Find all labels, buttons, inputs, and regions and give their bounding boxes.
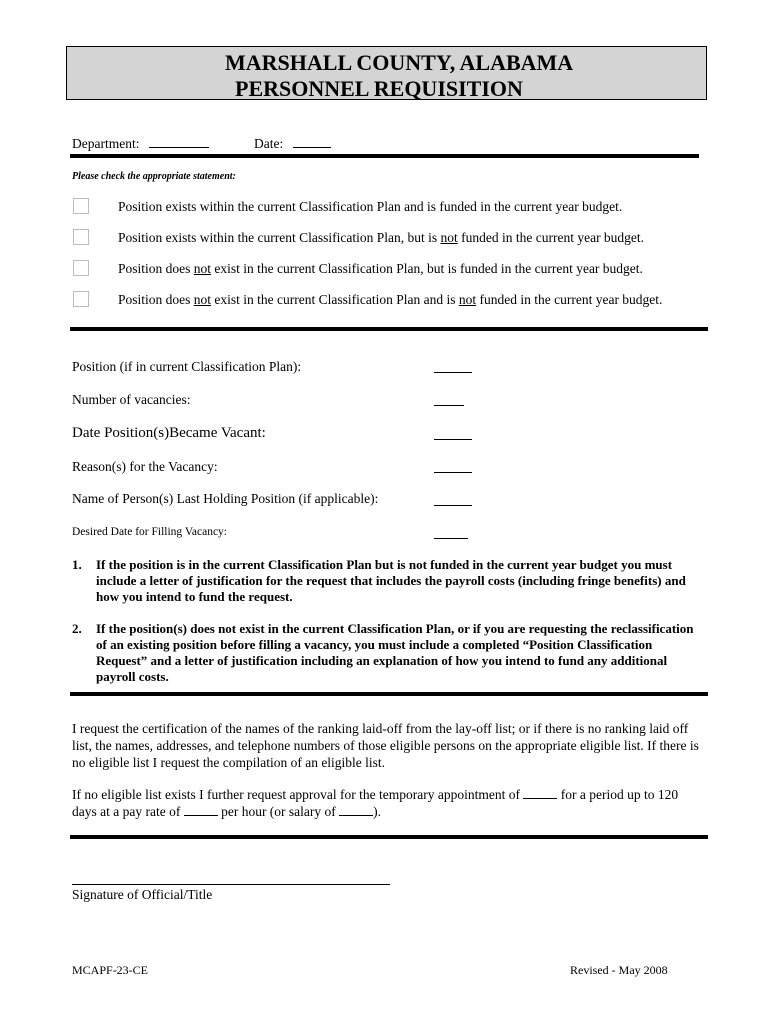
field-blank[interactable] (434, 361, 472, 373)
field-blank[interactable] (434, 494, 472, 506)
field-blank[interactable] (434, 527, 468, 539)
statement-text: Position exists within the current Classification Plan and is funded in the current year budget. (118, 199, 623, 214)
statement-text: Position exists within the current Classification Plan, but is not funded in the current year budget. (118, 230, 645, 245)
field-blank[interactable] (434, 394, 464, 406)
field-label: Number of vacancies: (72, 392, 191, 407)
temp-appointment-blank[interactable] (523, 787, 557, 799)
statement-checkbox[interactable] (73, 291, 89, 307)
pay-rate-blank[interactable] (184, 804, 218, 816)
note-item (72, 621, 702, 685)
form-id: MCAPF-23-CE (72, 963, 149, 977)
date-field (254, 136, 331, 152)
note-text: If the position is in the current Classification Plan but is not funded in the current year budget you must include a letter of justification for the request that includes the payroll costs (including fringe benefits) and how you intend to fund the request. (96, 557, 686, 604)
divider-rule (70, 154, 699, 158)
date-blank[interactable] (293, 136, 331, 148)
revision-date: Revised - May 2008 (570, 963, 668, 977)
divider-rule (70, 692, 708, 696)
field-label: Date Position(s)Became Vacant: (72, 425, 266, 441)
divider-rule (70, 835, 708, 839)
field-label: Name of Person(s) Last Holding Position (if applicable): (72, 491, 379, 506)
divider-rule (70, 327, 708, 331)
field-label: Desired Date for Filling Vacancy: (72, 526, 227, 538)
field-blank[interactable] (434, 428, 472, 440)
field-label: Position (if in current Classification Plan): (72, 359, 302, 374)
field-blank[interactable] (434, 461, 472, 473)
signature-line[interactable] (72, 884, 390, 885)
request-paragraph: I request the certification of the names of the ranking laid-off from the lay-off list; or if there is no ranking laid off list, the names, addresses, and telephone numbers of those eligible persons on the appropriate eligible list. If there is no eligible list I request the compilation of an eligible list. (72, 721, 699, 770)
form-title-county: MARSHALL COUNTY, ALABAMA (225, 50, 574, 75)
note-text: If the position(s) does not exist in the current Classification Plan, or if you are requesting the reclassification of an existing position before filling a vacancy, you must include a completed “Position Classification Request” and a letter of justification including an explanation of how you intend to fund any additional payroll costs. (96, 621, 694, 684)
statement-checkbox[interactable] (73, 229, 89, 245)
temp-appointment-paragraph: If no eligible list exists I further request approval for the temporary appointment of for a period up to 120 days at a pay rate of per hour (or salary of ). (72, 787, 679, 819)
note-item (72, 557, 702, 605)
signature-label: Signature of Official/Title (72, 887, 213, 902)
note-number: 1. (72, 557, 82, 572)
date-label: Date: (254, 136, 284, 151)
department-blank[interactable] (149, 136, 209, 148)
department-label: Department: (72, 136, 140, 151)
statement-text: Position does not exist in the current Classification Plan, but is funded in the current year budget. (118, 261, 643, 276)
statement-checkbox[interactable] (73, 198, 89, 214)
department-field (72, 136, 209, 152)
note-number: 2. (72, 621, 82, 636)
statement-text: Position does not exist in the current Classification Plan and is not funded in the current year budget. (118, 292, 663, 307)
field-label: Reason(s) for the Vacancy: (72, 459, 218, 474)
instruction-text: Please check the appropriate statement: (72, 171, 236, 182)
title-box (66, 46, 707, 100)
salary-blank[interactable] (339, 804, 373, 816)
form-title-requisition: PERSONNEL REQUISITION (235, 76, 523, 101)
statement-checkbox[interactable] (73, 260, 89, 276)
